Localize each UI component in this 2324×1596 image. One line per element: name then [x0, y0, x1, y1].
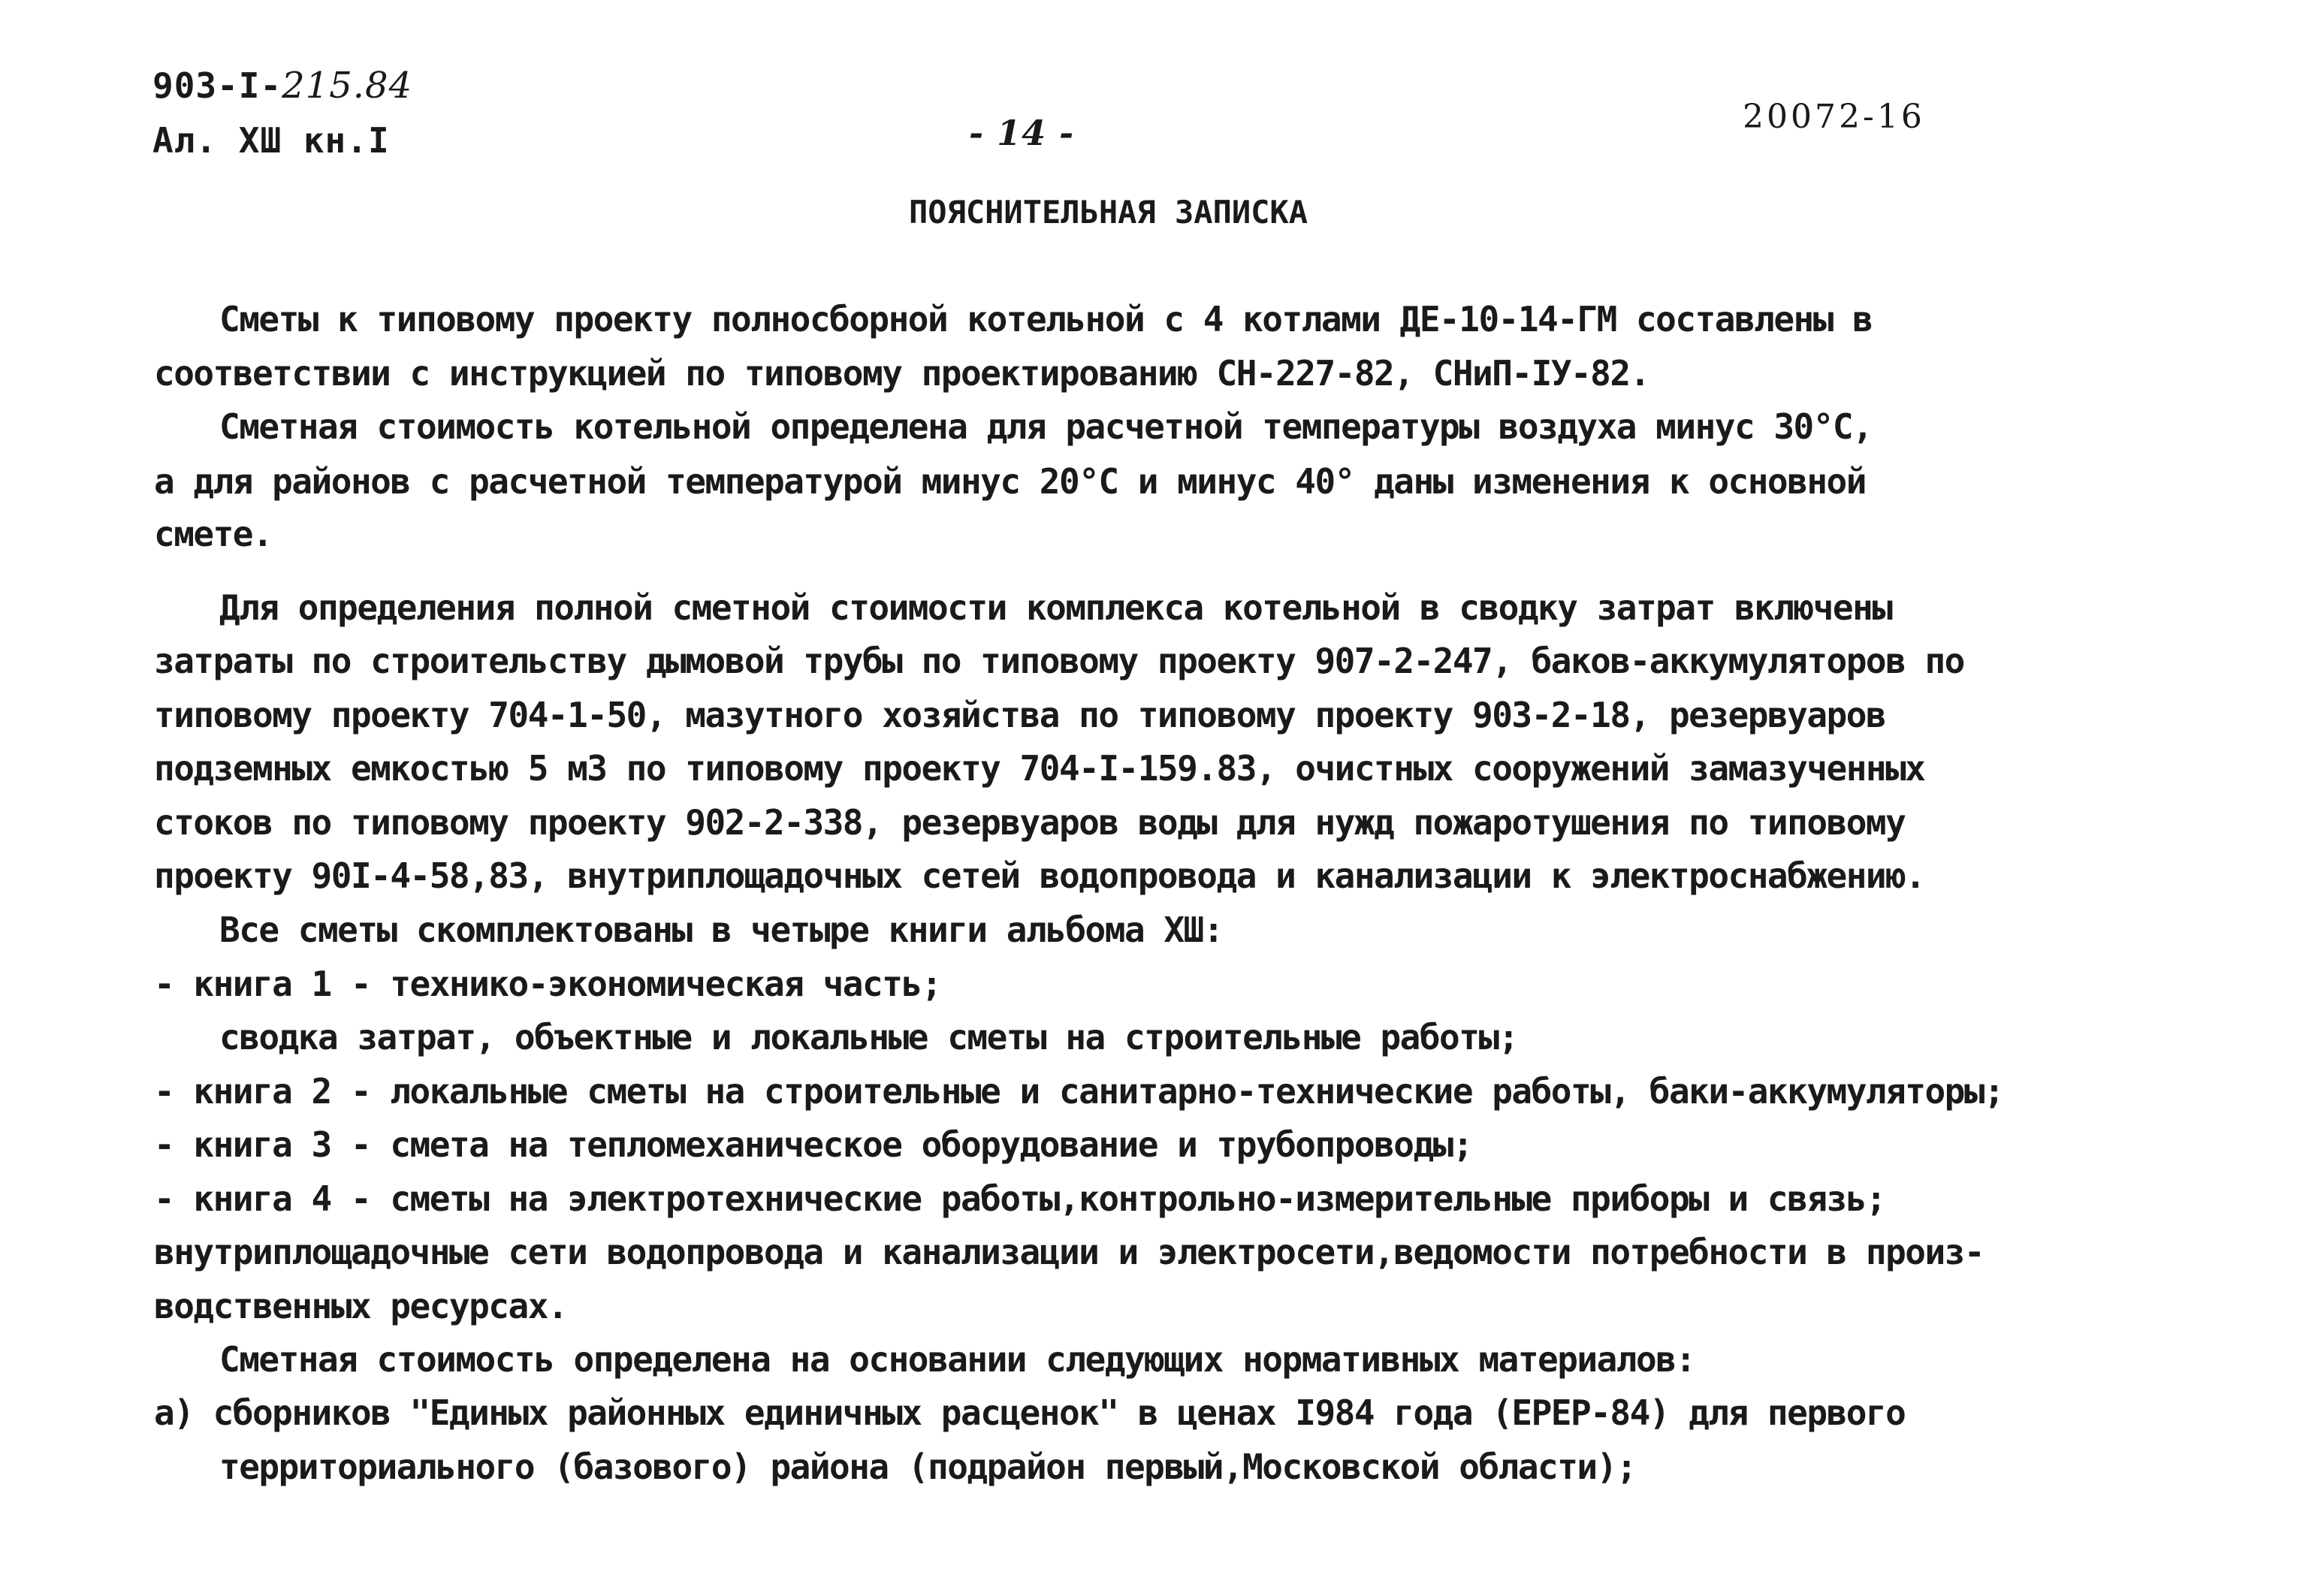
- text-line: водственных ресурсах.: [154, 1286, 568, 1326]
- list-item: а) сборников "Единых районных единичных расценок" в ценах I984 года (ЕРЕР-84) для первого: [154, 1392, 1906, 1433]
- page-number: - 14 -: [969, 113, 1075, 153]
- text-line: Сметы к типовому проекту полносборной котельной с 4 котлами ДЕ-10-14-ГМ составлены в: [219, 299, 1873, 339]
- text-line: смете.: [154, 514, 273, 554]
- text-line: стоков по типовому проекту 902-2-338, резервуаров воды для нужд пожаротушения по типовому: [154, 802, 1906, 843]
- text-line: соответствии с инструкцией по типовому проектированию СН-227-82, СНиП-IУ-82.: [154, 353, 1649, 394]
- text-line: Для определения полной сметной стоимости комплекса котельной в сводку затрат включены: [219, 587, 1892, 628]
- text-line: внутриплощадочные сети водопровода и канализации и электросети,ведомости потребности в произ-: [154, 1232, 1984, 1272]
- text-line: а для районов с расчетной температурой минус 20°С и минус 40° даны изменения к основной: [154, 461, 1866, 502]
- document-code: [152, 65, 412, 107]
- document-code-printed: 903-I-: [152, 65, 282, 106]
- list-item: - книга 1 - технико-экономическая часть;: [154, 964, 941, 1004]
- text-line: затраты по строительству дымовой трубы по типовому проекту 907-2-247, баков-аккумуляторов по: [154, 641, 1964, 681]
- document-number-handwritten: 20072-16: [1743, 98, 1925, 136]
- text-line: Сметная стоимость определена на основании следующих нормативных материалов:: [219, 1339, 1695, 1380]
- text-line: сводка затрат, объектные и локальные сметы на строительные работы;: [219, 1017, 1518, 1057]
- list-item: - книга 3 - смета на тепломеханическое оборудование и трубопроводы;: [154, 1124, 1473, 1165]
- document-title: ПОЯСНИТЕЛЬНАЯ ЗАПИСКА: [909, 194, 1308, 231]
- list-item: - книга 4 - сметы на электротехнические работы,контрольно-измерительные приборы и связь;: [154, 1178, 1886, 1219]
- document-code-handwritten: 215.84: [282, 65, 413, 107]
- text-line: проекту 90I-4-58,83, внутриплощадочных сетей водопровода и канализации к электроснабжению.: [154, 855, 1925, 896]
- text-line: Сметная стоимость котельной определена для расчетной температуры воздуха минус 30°С,: [219, 406, 1873, 447]
- list-item: - книга 2 - локальные сметы на строительные и санитарно-технические работы, баки-аккумуляторы;: [154, 1071, 2004, 1112]
- text-line: типовому проекту 704-1-50, мазутного хозяйства по типовому проекту 903-2-18, резервуаров: [154, 695, 1886, 735]
- text-line: подземных емкостью 5 м3 по типовому проекту 704-I-159.83, очистных сооружений замазученных: [154, 748, 1925, 789]
- text-line: Все сметы скомплектованы в четыре книги альбома ХШ:: [219, 910, 1223, 950]
- album-reference: Ал. ХШ кн.I: [152, 120, 390, 161]
- text-line: территориального (базового) района (подрайон первый,Московской области);: [219, 1447, 1636, 1487]
